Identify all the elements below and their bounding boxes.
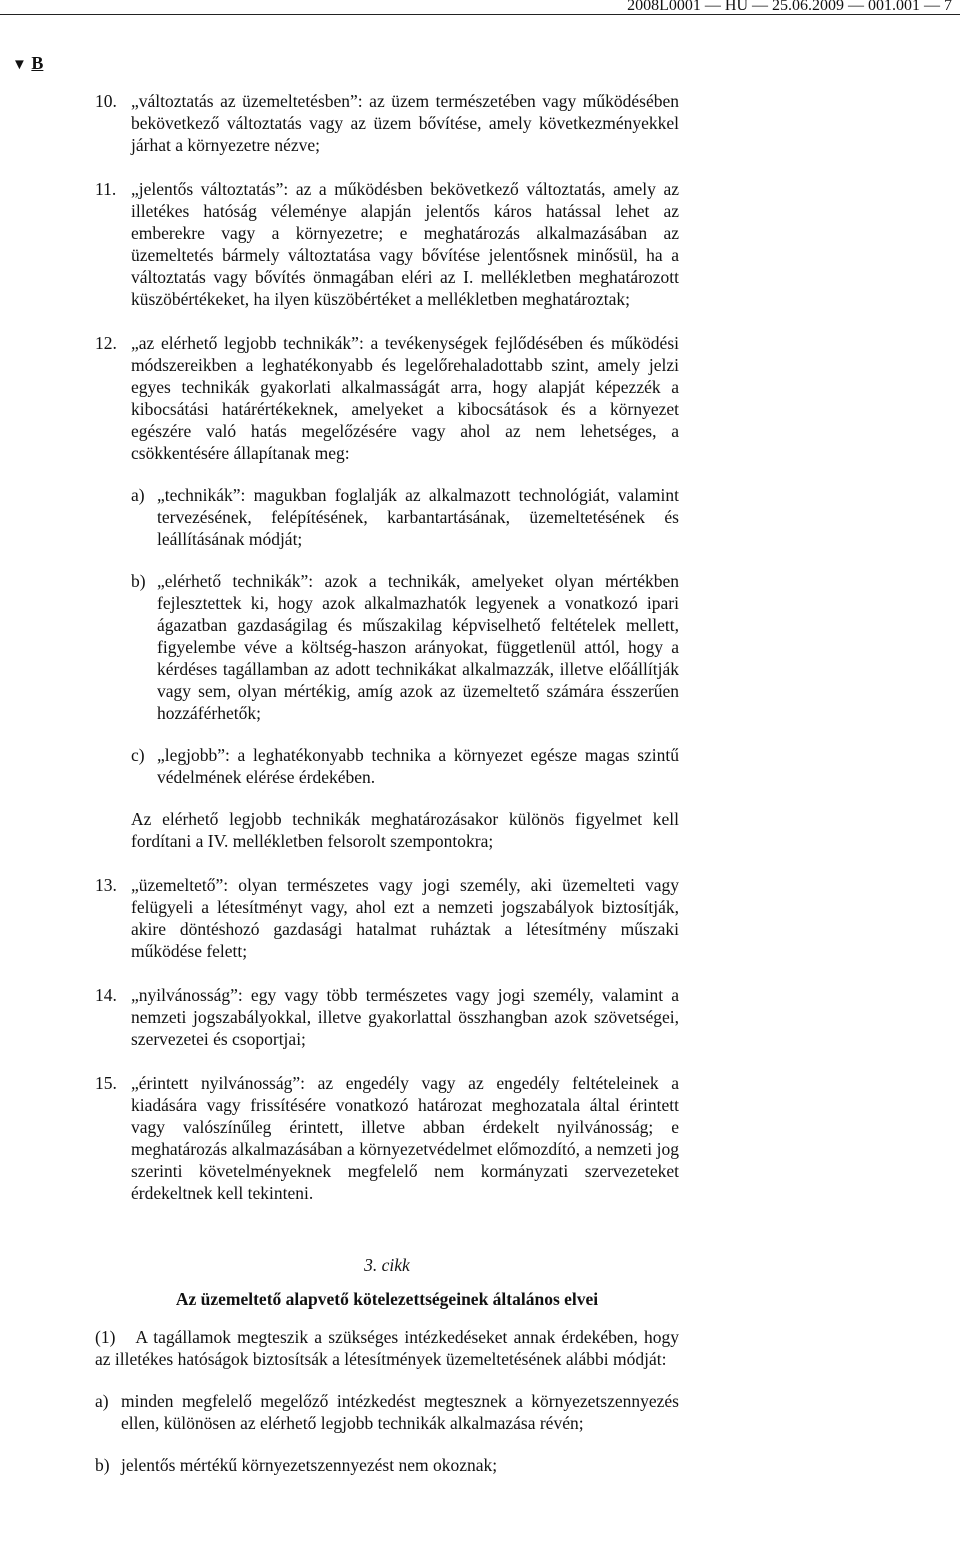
definition-15 (95, 1072, 679, 1204)
item-number: 14. (95, 985, 117, 1005)
definition-10 (95, 90, 679, 156)
point-letter: b) (95, 1455, 110, 1475)
item-number: 12. (95, 333, 117, 353)
definition-13 (95, 874, 679, 962)
sub-item-a (131, 484, 679, 550)
point-text: jelentős mértékű környezetszennyezést nem okoznak; (121, 1455, 498, 1475)
paragraph-text: A tagállamok megteszik a szükséges intézkedéseket annak érdekében, hogy az illetékes hatóságok biztosítsák a létesítmények üzemeltetésének alábbi módját: (95, 1327, 679, 1369)
sub-text: „legjobb”: a leghatékonyabb technika a környezet egésze magas szintű védelmének elérése érdekében. (157, 745, 679, 787)
item-number: 10. (95, 91, 117, 111)
point-letter: a) (95, 1391, 109, 1411)
item-number: 15. (95, 1073, 117, 1093)
sub-letter: b) (131, 571, 146, 591)
amendment-label: B (31, 53, 44, 73)
sub-letter: a) (131, 485, 145, 505)
item-text: „érintett nyilvánosság”: az engedély vagy az engedély feltételeinek a kiadására vagy frissítésére vonatkozó határozat meghozatala által érintett vagy valószínűleg érintett, illetve abban érdekelt nyilvánosság; e meghatározás alkalmazásában a környezetvédelmet előmozdító, a nemzeti jog szerinti követelményeknek megfelelő nem kormányzati szervezeteket érdekeltnek kell tekinteni. (131, 1073, 679, 1203)
article-point-a (95, 1390, 679, 1434)
article-title: Az üzemeltető alapvető kötelezettségeinek általános elvei (175, 1289, 599, 1309)
item-text: „üzemeltető”: olyan természetes vagy jogi személy, aki üzemelteti vagy felügyeli a létesítményt vagy, ahol ezt a nemzeti jogszabályok biztosítják, akire döntéshozó gazdasági hatalmat ruháztak a létesítmény műszaki működése felett; (131, 875, 679, 961)
sub-text: „technikák”: magukban foglalják az alkalmazott technológiát, valamint tervezésének, felépítésének, karbantartásának, üzemeltetésének és leállításának módját; (157, 485, 679, 549)
triangle-down-icon: ▼ (12, 57, 27, 73)
item-text: „változtatás az üzemeltetésben”: az üzem természetében vagy működésében bekövetkező változtatás vagy az üzem bővítése, amely következményekkel járhat a környezetre nézve; (131, 91, 679, 155)
item-number: 13. (95, 875, 117, 895)
sub-text: „elérhető technikák”: azok a technikák, amelyeket olyan mértékben fejlesztettek ki, hogy azok alkalmazhatók legyenek a vonatkozó ipari ágazatban gazdaságilag és műszakilag képviselhető feltételek mellett, figyelembe véve a költség-haszon arányokat, függetlenül attól, hogy a kérdéses tagállamban az adott technikákat alkalmazzák, illetve előállítják vagy sem, olyan mértékig, amíg azok az üzemeltető számára ésszerűen hozzáférhetők; (157, 571, 679, 723)
page-header: 2008L0001 — HU — 25.06.2009 — 001.001 — 7 (0, 0, 960, 15)
article-point-b (95, 1454, 679, 1476)
paragraph-number: (1) (95, 1327, 116, 1347)
point-text: minden megfelelő megelőző intézkedést megtesznek a környezetszennyezés ellen, különösen az elérhető legjobb technikák alkalmazása révén; (121, 1391, 679, 1433)
article-number: 3. cikk (364, 1255, 410, 1275)
item-text: „jelentős változtatás”: az a működésben bekövetkező változtatás, amely az illetékes hatóság véleménye alapján jelentős káros hatással lehet az emberekre vagy a környezetre; e meghatározás alkalmazásában az üzemeltetés bármely változtatása vagy bővítése jelentősnek minősül, ha a változtatás vagy bővítés önmagában eléri az I. mellékletben meghatározott küszöbértékeket, ha ilyen küszöbértéket a mellékletben meghatároztak; (131, 179, 679, 309)
item-number: 11. (95, 179, 117, 199)
sub-item-c (131, 744, 679, 788)
definition-14 (95, 984, 679, 1050)
sub-item-b (131, 570, 679, 724)
amendment-marker (12, 52, 43, 76)
item-12-note: Az elérhető legjobb technikák meghatározásakor különös figyelmet kell fordítani a IV. mellékletben felsorolt szempontokra; (131, 809, 679, 851)
item-text: „nyilvánosság”: egy vagy több természetes vagy jogi személy, valamint a nemzeti jogszabályokkal, illetve gyakorlattal összhangban azok szövetségei, szervezetei és csoportjai; (131, 985, 679, 1049)
definition-11 (95, 178, 679, 310)
article-paragraph-1 (95, 1326, 679, 1370)
item-text: „az elérhető legjobb technikák”: a tevékenységek fejlődésében és működési módszereikben a leghatékonyabb és legelőrehaladottabb szint, amely jelzi egyes technikák gyakorlati alkalmasságát arra, hogy alapját képezzék a kibocsátási határértékeknek, amelyeket a kibocsátások és a környezet egészére való hatás megelőzésére vagy ahol az nem lehetséges, a csökkentésére állapítanak meg: (131, 333, 679, 463)
document-body (95, 90, 679, 1476)
definition-12 (95, 332, 679, 852)
sub-letter: c) (131, 745, 145, 765)
